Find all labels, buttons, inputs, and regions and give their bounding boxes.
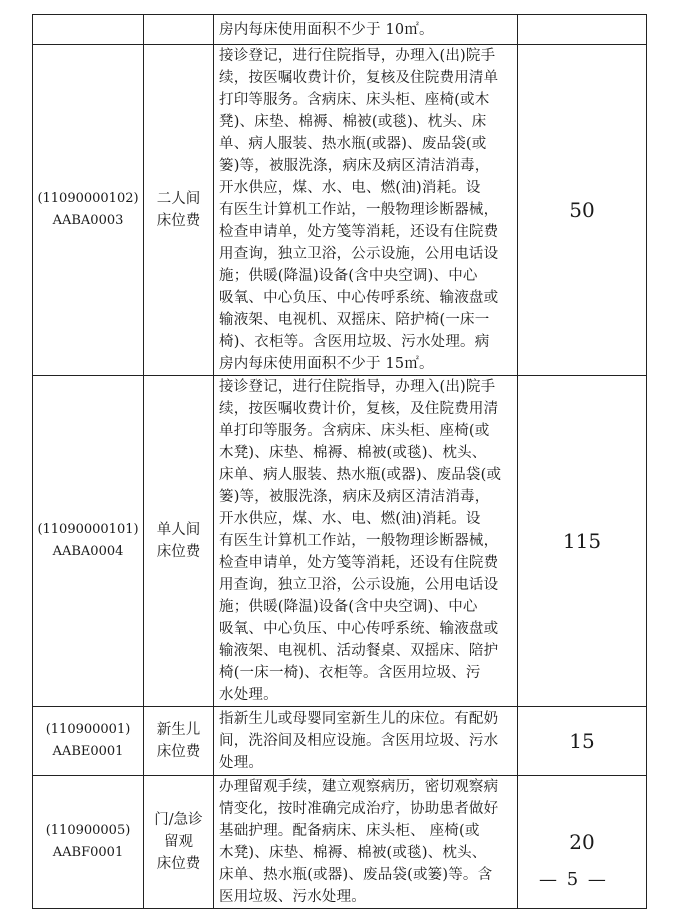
description-line: 房内每床使用面积不少于 15㎡。 (219, 356, 434, 372)
item-code-cell (33, 376, 144, 707)
item-description-cell (214, 15, 518, 45)
description-line: 木凳)、床垫、棉褥、棉被(或毯)、枕头、 (219, 845, 487, 861)
description-line: 有医生计算机工作站，一般物理诊断器械， (219, 202, 499, 218)
table-row (33, 707, 647, 776)
description-line: 水处理。 (219, 687, 278, 703)
description-line: 椅(一床一椅)、衣柜等。含医用垃圾、污 (219, 665, 481, 681)
fee-table (32, 14, 647, 909)
item-name: 床位费 (156, 544, 201, 560)
description-line: 处理。 (219, 755, 264, 771)
description-line: 篓)等，被服洗涤，病床及病区清洁消毒， (219, 489, 490, 505)
item-price: 15 (518, 707, 647, 776)
description-line: 房内每床使用面积不少于 10㎡。 (219, 21, 434, 38)
page-number: — 5 — (539, 869, 608, 890)
item-name: 二人间 (156, 191, 201, 207)
item-name: 床位费 (156, 744, 201, 760)
item-code: AABF0001 (52, 845, 124, 860)
description-line: 情变化，按时准确完成治疗，协助患者做好 (219, 801, 499, 817)
item-name: 新生儿 (156, 722, 201, 738)
description-line: 输液架、电视机、活动餐桌、双摇床、陪护 (219, 643, 499, 659)
item-code: AABA0004 (52, 544, 124, 559)
item-name-cell (144, 376, 214, 707)
item-code: (110900001) (45, 722, 131, 737)
item-price: 20 (518, 776, 647, 909)
description-line: 打印等服务。含病床、床头柜、座椅(或木 (219, 92, 490, 108)
item-code: AABA0003 (52, 213, 124, 228)
item-name-cell (144, 707, 214, 776)
description-line: 施；供暖(降温)设备(含中央空调)、中心 (219, 599, 478, 615)
description-line: 篓)等，被服洗涤，病床及病区清洁消毒， (219, 158, 490, 174)
item-code: (11090000101) (37, 522, 139, 537)
item-code-cell (33, 707, 144, 776)
description-line: 输液架、电视机、双摇床、陪护椅(一床一 (219, 312, 490, 328)
item-description-cell (214, 45, 518, 376)
description-line: 开水供应，煤、水、电、燃(油)消耗。设 (219, 180, 481, 196)
description-line: 办理留观手续，建立观察病历，密切观察病 (219, 779, 499, 795)
description-line: 检查申请单，处方笺等消耗，还设有住院费 (219, 555, 499, 571)
description-line: 续，按医嘱收费计价，复核及住院费用清单 (219, 70, 499, 86)
description-line: 床单、热水瓶(或器)、废品袋(或篓)等。含 (219, 867, 493, 883)
description-line: 单打印等服务。含病床、床头柜、座椅(或 (219, 423, 490, 439)
description-line: 木凳)、床垫、棉褥、棉被(或毯)、枕头、 (219, 445, 487, 461)
item-price (518, 15, 647, 45)
description-line: 续，按医嘱收费计价，复核，及住院费用清 (219, 401, 499, 417)
item-code-cell (33, 15, 144, 45)
item-name-cell (144, 776, 214, 909)
description-line: 医用垃圾、污水处理。 (219, 889, 366, 905)
description-line: 开水供应，煤、水、电、燃(油)消耗。设 (219, 511, 481, 527)
description-line: 单、病人服装、热水瓶(或器)、废品袋(或 (219, 136, 487, 152)
description-line: 吸氧、中心负压、中心传呼系统、输液盘或 (219, 290, 499, 306)
description-line: 施；供暖(降温)设备(含中央空调)、中心 (219, 268, 478, 284)
description-line: 间，洗浴间及相应设施。含医用垃圾、污水 (219, 733, 499, 749)
table-row (33, 45, 647, 376)
item-price: 50 (518, 45, 647, 376)
description-line: 吸氧、中心负压、中心传呼系统、输液盘或 (219, 621, 499, 637)
description-line: 用查询，独立卫浴，公示设施，公用电话设 (219, 246, 499, 262)
description-line: 指新生儿或母婴同室新生儿的床位。有配奶 (219, 711, 499, 727)
item-name: 门/急诊 (154, 812, 203, 828)
item-price: 115 (518, 376, 647, 707)
item-name: 床位费 (156, 856, 201, 872)
item-code: (110900005) (45, 823, 131, 838)
item-name-cell (144, 15, 214, 45)
item-code-cell (33, 45, 144, 376)
item-name-cell (144, 45, 214, 376)
item-description-cell (214, 707, 518, 776)
description-line: 检查申请单，处方笺等消耗，还设有住院费 (219, 224, 499, 240)
fee-table-body (33, 15, 647, 909)
item-name: 留观 (164, 834, 193, 850)
table-row (33, 15, 647, 45)
item-name: 单人间 (156, 522, 201, 538)
description-line: 床单、病人服装、热水瓶(或器)、废品袋(或 (219, 467, 502, 483)
description-line: 凳)、床垫、棉褥、棉被(或毯)、枕头、床 (219, 114, 487, 130)
description-line: 接诊登记，进行住院指导，办理入(出)院手 (219, 379, 496, 395)
description-line: 用查询，独立卫浴，公示设施，公用电话设 (219, 577, 499, 593)
item-code: AABE0001 (52, 744, 124, 759)
table-row (33, 376, 647, 707)
item-code: (11090000102) (37, 191, 139, 206)
item-name: 床位费 (156, 213, 201, 229)
description-line: 基础护理。配备病床、床头柜、 座椅(或 (219, 823, 480, 839)
item-code-cell (33, 776, 144, 909)
item-description-cell (214, 376, 518, 707)
description-line: 椅)、衣柜等。含医用垃圾、污水处理。病 (219, 334, 490, 350)
description-line: 接诊登记，进行住院指导，办理入(出)院手 (219, 48, 496, 64)
item-description-cell (214, 776, 518, 909)
description-line: 有医生计算机工作站，一般物理诊断器械， (219, 533, 499, 549)
